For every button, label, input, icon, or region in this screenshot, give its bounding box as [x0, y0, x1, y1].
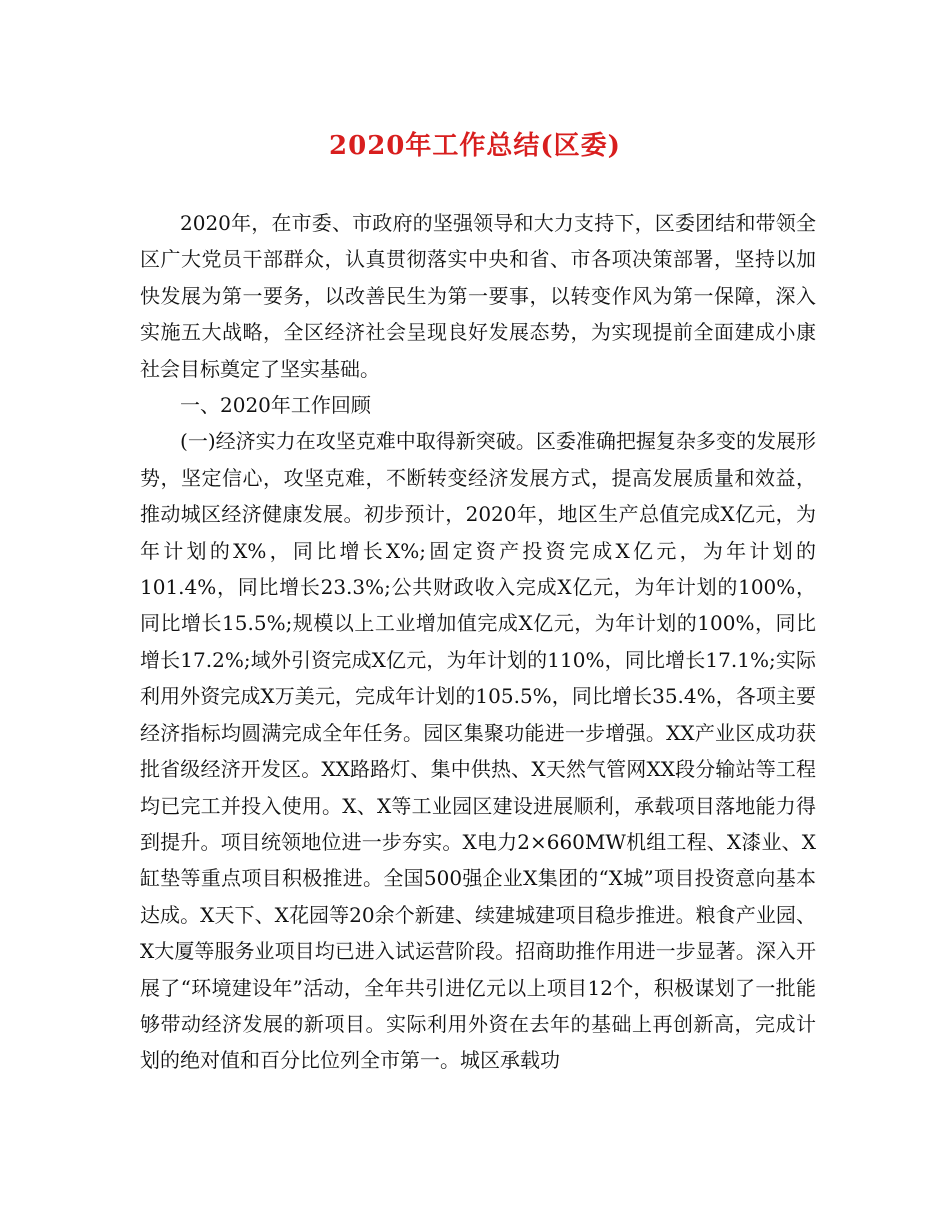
section-heading-review: 一、2020年工作回顾	[180, 393, 371, 418]
document-title: 2020年工作总结(区委)	[329, 131, 621, 161]
economy-paragraph: (一)经济实力在攻坚克难中取得新突破。区委准确把握复杂多变的发展形势，坚定信心，攻坚克难，不断转变经济发展方式，提高发展质量和效益，推动城区经济健康发展。初步预计，2020年，地区生产总值完成X亿元，为年计划的X%，同比增长X%;固定资产投资完成X亿元，为年计划的101.4%，同比增长23.3%;公共财政收入完成X亿元，为年计划的100%，同比增长15.5%;规模以上工业增加值完成X亿元，为年计划的100%，同比增长17.2%;域外引资完成X亿元，为年计划的110%，同比增长17.1%;实际利用外资完成X万美元，完成年计划的105.5%，同比增长35.4%，各项主要经济指标均圆满完成全年任务。园区集聚功能进一步增强。XX产业区成功获批省级经济开发区。XX路路灯、集中供热、X天然气管网XX段分输站等工程均已完工并投入使用。X、X等工业园区建设进展顺利，承载项目落地能力得到提升。项目统领地位进一步夯实。X电力2×660MW机组工程、X漆业、X缸垫等重点项目积极推进。全国500强企业X集团的“X城”项目投资意向基本达成。X天下、X花园等20余个新建、续建城建项目稳步推进。粮食产业园、X大厦等服务业项目均已进入试运营阶段。招商助推作用进一步显著。深入开展了“环境建设年”活动，全年共引进亿元以上项目12个，积极谋划了一批能够带动经济发展的新项目。实际利用外资在去年的基础上再创新高，完成计划的绝对值和百分比位列全市第一。城区承载功	[140, 429, 816, 1073]
document-body	[140, 205, 816, 1079]
intro-paragraph: 2020年，在市委、市政府的坚强领导和大力支持下，区委团结和带领全区广大党员干部群众，认真贯彻落实中央和省、市各项决策部署，坚持以加快发展为第一要务，以改善民生为第一要事，以转变作风为第一保障，深入实施五大战略，全区经济社会呈现良好发展态势，为实现提前全面建成小康社会目标奠定了坚实基础。	[140, 211, 816, 381]
